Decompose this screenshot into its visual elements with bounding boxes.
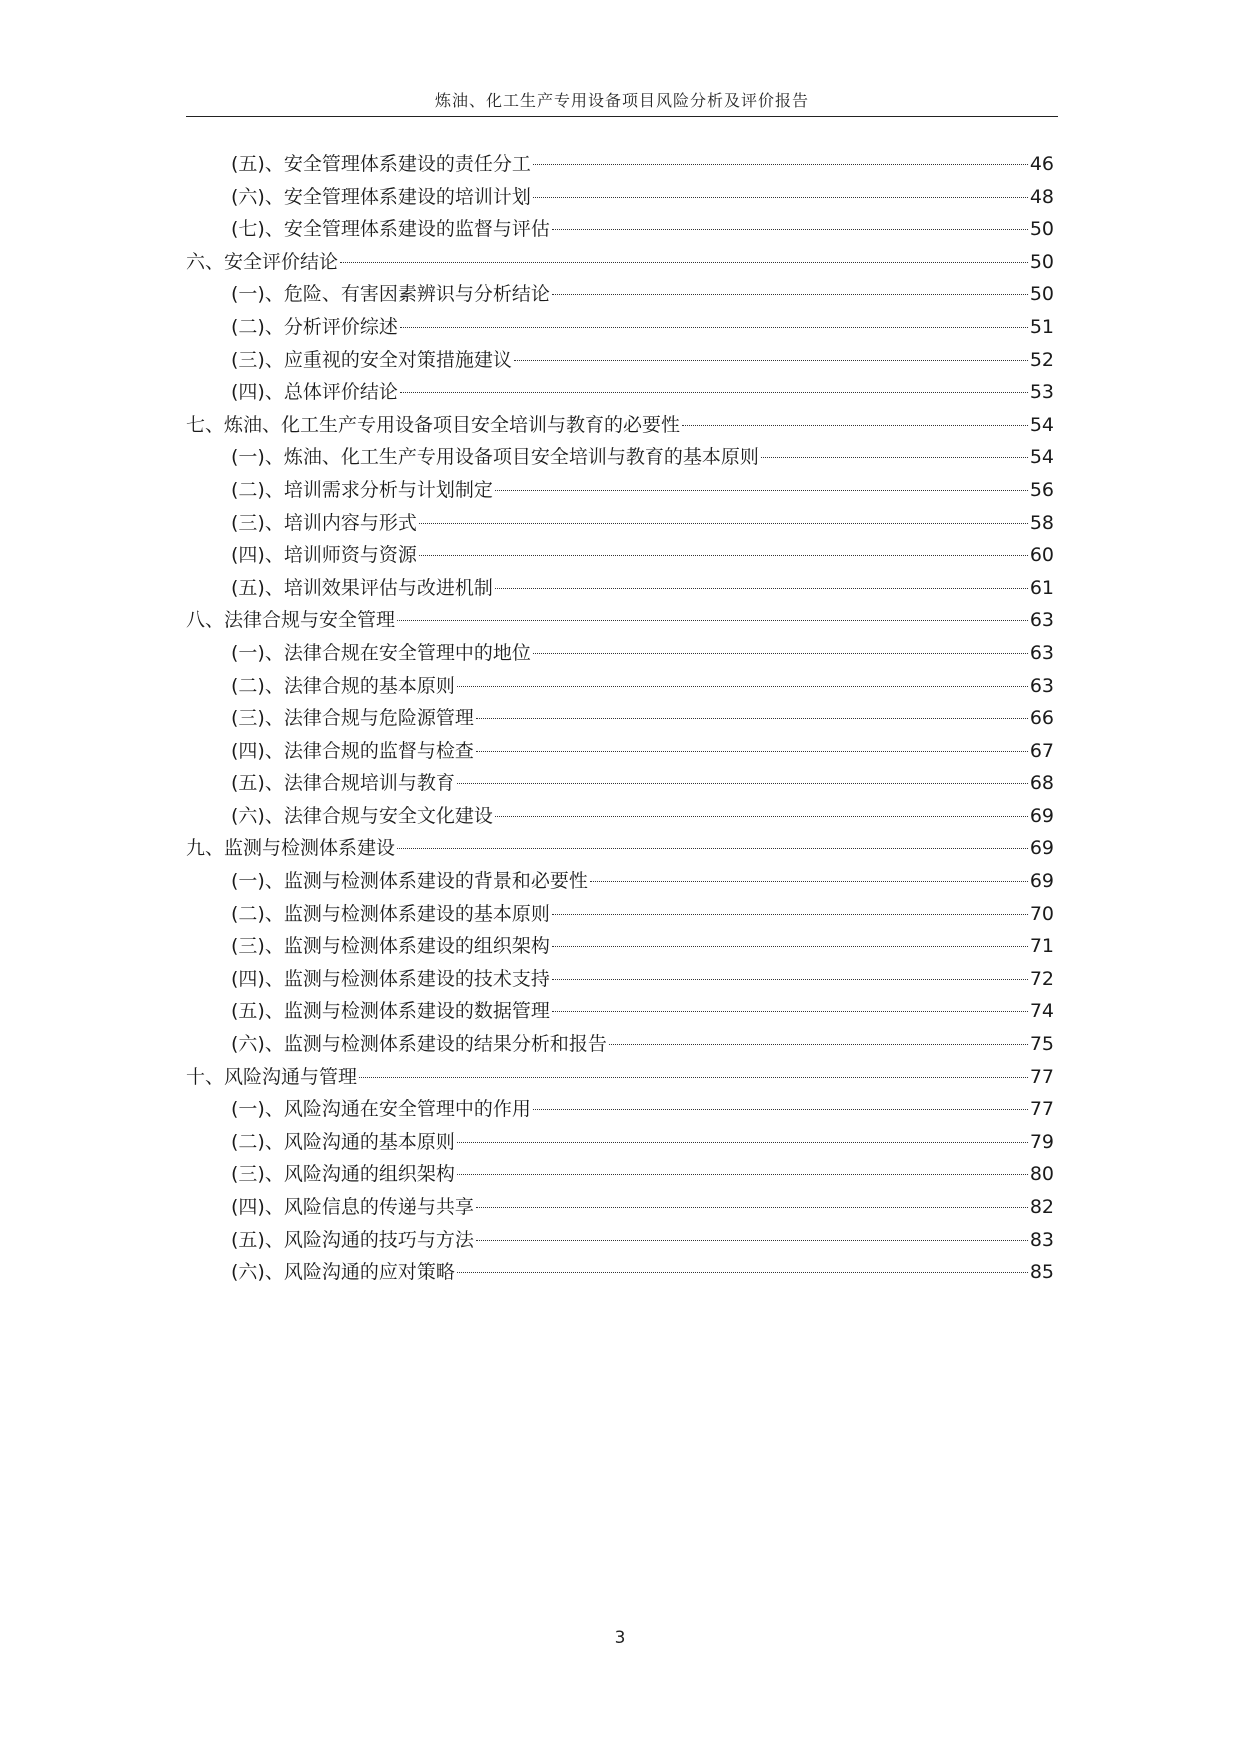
toc-dot-leader [495, 816, 1028, 817]
toc-entry-title: (二)、法律合规的基本原则 [231, 674, 455, 697]
toc-entry-page: 71 [1029, 935, 1054, 958]
toc-dot-leader [552, 946, 1028, 947]
toc-entry-page: 50 [1029, 218, 1054, 241]
toc-section-entry[interactable] [186, 898, 1054, 931]
toc-dot-leader [552, 1011, 1028, 1012]
toc-entry-title: 十、风险沟通与管理 [186, 1065, 358, 1088]
toc-section-entry[interactable] [186, 670, 1054, 703]
toc-entry-page: 63 [1029, 674, 1054, 697]
toc-entry-page: 46 [1029, 153, 1054, 175]
toc-entry-page: 63 [1029, 641, 1054, 664]
toc-section-entry[interactable] [186, 995, 1054, 1028]
toc-entry-title: (五)、法律合规培训与教育 [231, 772, 455, 795]
toc-section-entry[interactable] [186, 572, 1054, 605]
toc-chapter-entry[interactable] [186, 604, 1054, 637]
toc-entry-title: (六)、安全管理体系建设的培训计划 [231, 185, 531, 208]
toc-dot-leader [533, 164, 1028, 165]
toc-chapter-entry[interactable] [186, 832, 1054, 865]
toc-section-entry[interactable] [186, 1191, 1054, 1224]
toc-section-entry[interactable] [186, 963, 1054, 996]
toc-dot-leader [400, 327, 1028, 328]
toc-section-entry[interactable] [186, 1093, 1054, 1126]
toc-entry-title: (三)、法律合规与危险源管理 [231, 707, 474, 730]
toc-section-entry[interactable] [186, 213, 1054, 246]
table-of-contents [186, 148, 1054, 1289]
toc-entry-title: (一)、法律合规在安全管理中的地位 [231, 641, 531, 664]
toc-entry-page: 85 [1029, 1261, 1054, 1284]
toc-section-entry[interactable] [186, 767, 1054, 800]
toc-section-entry[interactable] [186, 702, 1054, 735]
toc-entry-title: (三)、应重视的安全对策措施建议 [231, 348, 512, 371]
toc-entry-page: 63 [1029, 609, 1054, 632]
toc-section-entry[interactable] [186, 148, 1054, 181]
toc-chapter-entry[interactable] [186, 1061, 1054, 1094]
toc-entry-title: (五)、监测与检测体系建设的数据管理 [231, 1000, 550, 1023]
toc-section-entry[interactable] [186, 930, 1054, 963]
toc-entry-page: 50 [1029, 250, 1054, 273]
toc-entry-page: 82 [1029, 1196, 1054, 1218]
toc-dot-leader [495, 588, 1028, 589]
toc-dot-leader [552, 914, 1028, 915]
toc-entry-title: (二)、培训需求分析与计划制定 [231, 478, 493, 501]
toc-entry-page: 69 [1029, 804, 1054, 827]
toc-entry-page: 74 [1029, 1000, 1054, 1023]
toc-entry-page: 77 [1029, 1065, 1054, 1088]
toc-entry-title: (六)、法律合规与安全文化建设 [231, 804, 493, 827]
toc-section-entry[interactable] [186, 1224, 1054, 1257]
toc-entry-page: 54 [1029, 446, 1054, 469]
toc-entry-page: 72 [1029, 967, 1054, 990]
toc-section-entry[interactable] [186, 1158, 1054, 1191]
toc-entry-page: 69 [1029, 837, 1054, 860]
toc-dot-leader [457, 783, 1028, 784]
toc-dot-leader [533, 1109, 1028, 1110]
toc-entry-title: (二)、监测与检测体系建设的基本原则 [231, 902, 550, 925]
toc-entry-page: 56 [1029, 478, 1054, 501]
toc-dot-leader [761, 457, 1028, 458]
toc-dot-leader [359, 1077, 1028, 1078]
toc-entry-title: (一)、炼油、化工生产专用设备项目安全培训与教育的基本原则 [231, 446, 759, 469]
toc-section-entry[interactable] [186, 735, 1054, 768]
toc-dot-leader [400, 392, 1028, 393]
toc-entry-title: (五)、风险沟通的技巧与方法 [231, 1228, 474, 1251]
page-number: 3 [614, 1628, 626, 1648]
toc-dot-leader [457, 1272, 1028, 1273]
toc-entry-page: 48 [1029, 185, 1054, 208]
toc-entry-page: 70 [1029, 902, 1054, 925]
toc-dot-leader [682, 425, 1028, 426]
toc-entry-page: 52 [1029, 348, 1054, 371]
toc-entry-title: (四)、总体评价结论 [231, 381, 398, 404]
toc-section-entry[interactable] [186, 865, 1054, 898]
toc-entry-title: (一)、风险沟通在安全管理中的作用 [231, 1098, 531, 1121]
toc-section-entry[interactable] [186, 637, 1054, 670]
toc-entry-page: 50 [1029, 283, 1054, 306]
toc-chapter-entry[interactable] [186, 409, 1054, 442]
toc-entry-title: (四)、风险信息的传递与共享 [231, 1196, 474, 1218]
toc-dot-leader [533, 197, 1028, 198]
toc-entry-title: (四)、监测与检测体系建设的技术支持 [231, 967, 550, 990]
toc-section-entry[interactable] [186, 507, 1054, 540]
toc-section-entry[interactable] [186, 344, 1054, 377]
toc-entry-title: (四)、培训师资与资源 [231, 544, 417, 567]
toc-dot-leader [476, 1207, 1028, 1208]
toc-entry-page: 58 [1029, 511, 1054, 534]
running-header [186, 86, 1058, 117]
toc-entry-title: (六)、监测与检测体系建设的结果分析和报告 [231, 1033, 607, 1056]
toc-entry-title: (一)、监测与检测体系建设的背景和必要性 [231, 870, 588, 893]
toc-dot-leader [552, 294, 1028, 295]
toc-entry-title: 六、安全评价结论 [186, 250, 339, 273]
toc-entry-page: 53 [1029, 381, 1054, 404]
toc-dot-leader [533, 653, 1028, 654]
toc-dot-leader [495, 490, 1028, 491]
toc-chapter-entry[interactable] [186, 246, 1054, 279]
toc-dot-leader [457, 686, 1028, 687]
toc-entry-title: 八、法律合规与安全管理 [186, 609, 396, 632]
toc-entry-page: 66 [1029, 707, 1054, 730]
toc-entry-title: 九、监测与检测体系建设 [186, 837, 396, 860]
toc-entry-title: (五)、培训效果评估与改进机制 [231, 576, 493, 599]
toc-entry-page: 75 [1029, 1033, 1054, 1056]
toc-entry-page: 69 [1029, 870, 1054, 893]
toc-section-entry[interactable] [186, 1256, 1054, 1289]
toc-dot-leader [419, 523, 1028, 524]
toc-entry-page: 79 [1029, 1130, 1054, 1153]
toc-dot-leader [397, 848, 1028, 849]
toc-entry-title: (二)、风险沟通的基本原则 [231, 1130, 455, 1153]
toc-section-entry[interactable] [186, 1028, 1054, 1061]
toc-dot-leader [552, 229, 1028, 230]
toc-dot-leader [457, 1142, 1028, 1143]
toc-entry-page: 67 [1029, 739, 1054, 762]
toc-section-entry[interactable] [186, 539, 1054, 572]
toc-entry-page: 54 [1029, 413, 1054, 436]
toc-dot-leader [419, 555, 1028, 556]
toc-dot-leader [514, 360, 1028, 361]
toc-dot-leader [457, 1174, 1028, 1175]
toc-dot-leader [609, 1044, 1028, 1045]
toc-section-entry[interactable] [186, 311, 1054, 344]
toc-entry-title: (二)、分析评价综述 [231, 315, 398, 338]
toc-section-entry[interactable] [186, 181, 1054, 214]
toc-entry-title: (三)、培训内容与形式 [231, 511, 417, 534]
toc-dot-leader [552, 979, 1028, 980]
toc-entry-page: 83 [1029, 1228, 1054, 1251]
toc-entry-page: 68 [1029, 772, 1054, 795]
toc-entry-title: (六)、风险沟通的应对策略 [231, 1261, 455, 1284]
header-title: 炼油、化工生产专用设备项目风险分析及评价报告 [434, 91, 809, 110]
toc-entry-title: (一)、危险、有害因素辨识与分析结论 [231, 283, 550, 306]
toc-entry-title: 七、炼油、化工生产专用设备项目安全培训与教育的必要性 [186, 413, 681, 436]
toc-entry-page: 61 [1029, 576, 1054, 599]
toc-entry-title: (三)、风险沟通的组织架构 [231, 1163, 455, 1186]
toc-entry-title: (五)、安全管理体系建设的责任分工 [231, 153, 531, 175]
toc-entry-page: 51 [1029, 315, 1054, 338]
toc-entry-title: (七)、安全管理体系建设的监督与评估 [231, 218, 550, 241]
toc-dot-leader [340, 262, 1028, 263]
toc-entry-page: 80 [1029, 1163, 1054, 1186]
toc-dot-leader [397, 620, 1028, 621]
toc-section-entry[interactable] [186, 278, 1054, 311]
toc-entry-title: (三)、监测与检测体系建设的组织架构 [231, 935, 550, 958]
toc-section-entry[interactable] [186, 376, 1054, 409]
toc-section-entry[interactable] [186, 474, 1054, 507]
toc-entry-title: (四)、法律合规的监督与检查 [231, 739, 474, 762]
toc-dot-leader [590, 881, 1028, 882]
toc-section-entry[interactable] [186, 441, 1054, 474]
toc-entry-page: 77 [1029, 1098, 1054, 1121]
toc-dot-leader [476, 751, 1028, 752]
toc-section-entry[interactable] [186, 800, 1054, 833]
toc-section-entry[interactable] [186, 1126, 1054, 1159]
toc-entry-page: 60 [1029, 544, 1054, 567]
toc-dot-leader [476, 1240, 1028, 1241]
toc-dot-leader [476, 718, 1028, 719]
